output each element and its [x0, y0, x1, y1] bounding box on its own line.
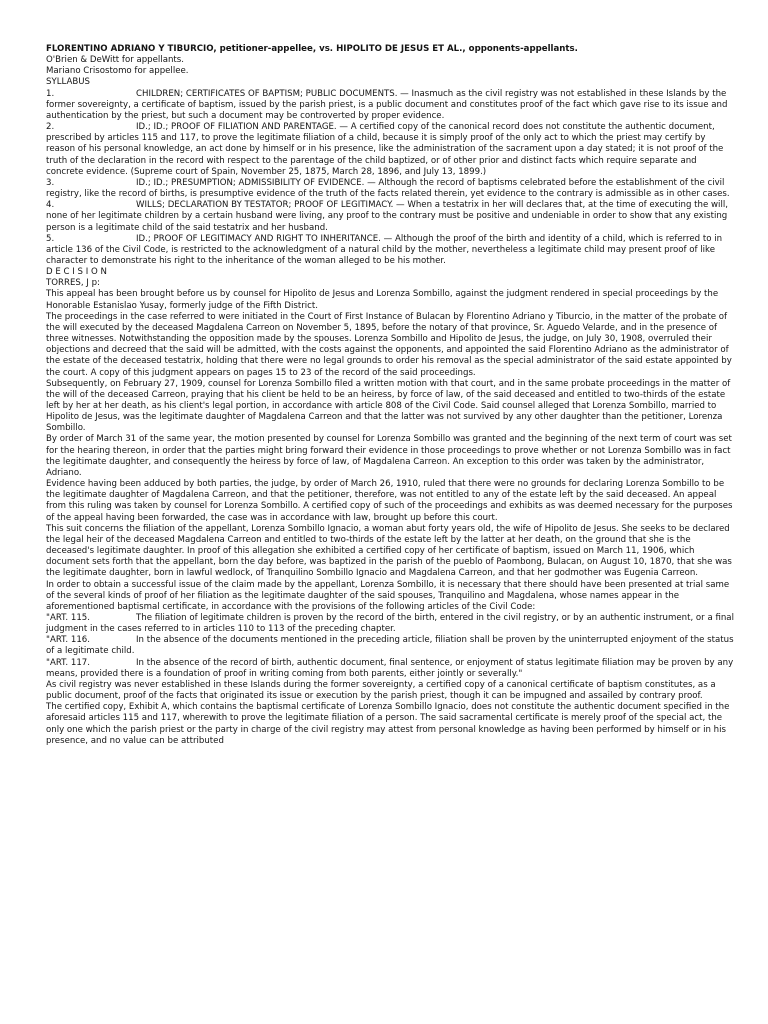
syllabus-item	[46, 122, 736, 178]
body-paragraph: This appeal has been brought before us by counsel for Hipolito de Jesus and Lorenza Sombillo, against the judgment rendered in special proceedings by the Honorable Estanislao Yusay, formerly judge of the Fifth District.	[46, 289, 719, 311]
case-title: FLORENTINO ADRIANO Y TIBURCIO, petitioner-appellee, vs. HIPOLITO DE JESUS ET AL., opponents-appellants.	[46, 44, 578, 54]
article-text: In the absence of the record of birth, authentic document, final sentence, or enjoyment of status legitimate filiation may be proven by any means, provided there is a foundation of proof in writing coming from both parents, either jointly or severally."	[46, 657, 734, 679]
syllabus-text: CHILDREN; CERTIFICATES OF BAPTISM; PUBLIC DOCUMENTS. — Inasmuch as the civil registry was not established in these Islands by the former sovereignty, a certificate of baptism, issued by the parish priest, is a public document and constitutes proof of the fact which gave rise to its issue and authentication by the priest, but such a document may be controverted by proper evidence.	[46, 88, 728, 121]
syllabus-number: 1.	[46, 88, 55, 99]
syllabus-text: WILLS; DECLARATION BY TESTATOR; PROOF OF LEGITIMACY. — When a testatrix in her will declares that, at the time of executing the will, none of her legitimate children by a certain husband were living, any proof to the contrary must be positive and undeniable in order to show that any existing person is a legitimate child of the said testatrix and her husband.	[46, 200, 728, 233]
syllabus-number: 5.	[46, 233, 55, 244]
syllabus-item	[46, 89, 736, 122]
body-paragraph: In order to obtain a successful issue of the claim made by the appellant, Lorenza Sombillo, it is necessary that there should have been presented at trial same of the several kinds of proof of her filiation as the legitimate daughter of the said spouses, Tranquilino and Magdalena, whose names appear in the aforementioned baptismal certificate, in accordance with the provisions of the following articles of the Civil Code:	[46, 579, 730, 612]
syllabus-text: ID.; PROOF OF LEGITIMACY AND RIGHT TO INHERITANCE. — Although the proof of the birth and identity of a child, which is referred to in article 136 of the Civil Code, is restricted to the acknowledgment of a natural child by the mother, nevertheless a legitimate child may present proof of like character to demonstrate his right to the inheritance of the woman alleged to be his mother.	[46, 233, 723, 266]
author-line: TORRES, J p:	[46, 278, 100, 289]
syllabus-text: ID.; ID.; PRESUMPTION; ADMISSIBILITY OF EVIDENCE. — Although the record of baptisms celebrated before the establishment of the civil registry, like the record of births, is presumptive evidence of the truth of the facts related therein, yet evidence to the contrary is admissible as in other cases.	[46, 177, 730, 200]
syllabus-text: ID.; ID.; PROOF OF FILIATION AND PARENTAGE. — A certified copy of the canonical record does not constitute the authentic document, prescribed by articles 115 and 117, to prove the legitimate filiation of a child, because it is simply proof of the only act to which the priest may certify by reason of his personal knowledge, an act done by himself or in his presence, like the administration of the sacrament upon a day stated; it is not proof of the truth of the declaration in the record with respect to the parentage of the child baptized, or of other prior and distinct facts which require separate and concrete evidence. (Supreme court of Spain, November 25, 1875, March 28, 1896, and July 13, 1899.)	[46, 122, 724, 177]
article-label: "ART. 116.	[46, 635, 91, 646]
syllabus-item	[46, 234, 736, 267]
decision-heading: D E C I S I O N	[46, 267, 107, 278]
article-label: "ART. 117.	[46, 657, 91, 668]
body-paragraph: Subsequently, on February 27, 1909, counsel for Lorenza Sombillo filed a written motion with that court, and in the same probate proceedings in the matter of the will of the deceased Carreon, praying that his client be held to be an heiress, by force of law, of the said deceased and entitled to two-thirds of the estate left by her at her death, as his client's legal portion, in accordance with article 808 of the Civil Code. Said counsel alleged that Lorenza Sombillo, married to Hipolito de Jesus, was the legitimate daughter of Magdalena Carreon and that the latter was not survived by any other daughter than the petitioner, Lorenza Sombillo.	[46, 378, 731, 434]
article-label: "ART. 115.	[46, 612, 91, 623]
article-text: The filiation of legitimate children is proven by the record of the birth, entered in the civil registry, or by an authentic instrument, or a final judgment in the cases referred to in articles 110 to 113 of the preceding chapter.	[46, 612, 734, 635]
body-paragraph: By order of March 31 of the same year, the motion presented by counsel for Lorenza Sombillo was granted and the beginning of the next term of court was set for the hearing thereon, in order that the parties might bring forward their evidence in those proceedings to prove whether or not Lorenza Sombillo was in fact the legitimate daughter, and consequently the heiress by force of law, of Magdalena Carreon. An exception to this order was taken by the administrator, Adriano.	[46, 434, 732, 478]
syllabus-heading: SYLLABUS	[46, 77, 90, 88]
document-page	[46, 44, 736, 747]
counsel-appellee: Mariano Crisostomo for appellee.	[46, 66, 189, 77]
counsel-appellants: O'Brien & DeWitt for appellants.	[46, 55, 184, 66]
syllabus-item	[46, 178, 736, 200]
article-text: In the absence of the documents mentioned in the preceding article, filiation shall be proven by the uninterrupted enjoyment of the status of a legitimate child.	[46, 635, 734, 657]
syllabus-number: 4.	[46, 200, 55, 211]
body-paragraph: Evidence having been adduced by both parties, the judge, by order of March 26, 1910, ruled that there were no grounds for declaring Lorenza Sombillo to be the legitimate daughter of Magdalena Carreon, and that the petitioner, therefore, was not entitled to any of the estate left by the said deceased. An appeal from this ruling was taken by counsel for Lorenza Sombillo. A certified copy of such of the proceedings and exhibits as was deemed necessary for the purposes of the appeal having been forwarded, the case was in accordance with law, brought up before this court.	[46, 479, 733, 523]
body-paragraph: The proceedings in the case referred to were initiated in the Court of First Instance of Bulacan by Florentino Adriano y Tiburcio, in the matter of the probate of the will executed by the deceased Magdalena Carreon on November 5, 1895, before the notary of that province, Sr. Aguedo Velarde, and in the presence of three witnesses. Notwithstanding the opposition made by the spouses. Lorenza Sombillo and Hipolito de Jesus, the judge, on July 30, 1908, overruled their objections and decreed that the said will be admitted, with the costs against the opponents, and appointed the said Florentino Adriano as the administrator of the estate of the deceased testatrix, holding that there were no legal grounds to order his removal as the special administrator of the said estate appointed by the court. A copy of this judgment appears on pages 15 to 23 of the record of the said proceedings.	[46, 311, 732, 378]
syllabus-item	[46, 200, 736, 233]
body-paragraph: The certified copy, Exhibit A, which contains the baptismal certificate of Lorenza Sombillo Ignacio, does not constitute the authentic document specified in the aforesaid articles 115 and 117, wherewith to prove the legitimate filiation of a person. The said sacramental certificate is merely proof of the special act, the only one which the parish priest or the party in charge of the civil registry may attest from personal knowledge as having been performed by himself or in his presence, and no value can be attributed	[46, 702, 730, 746]
syllabus-number: 2.	[46, 122, 55, 133]
body-paragraph: This suit concerns the filiation of the appellant, Lorenza Sombillo Ignacio, a woman abut forty years old, the wife of Hipolito de Jesus. She seeks to be declared the legal heir of the deceased Magdalena Carreon and entitled to two-thirds of the estate left by the latter at her death, on the ground that she is the deceased's legitimate daughter. In proof of this allegation she exhibited a certified copy of her certificate of baptism, issued on March 11, 1906, which document sets forth that the appellant, born the day before, was baptized in the parish of the pueblo of Paombong, Bulacan, on August 10, 1870, that she was the legitimate daughter, born in lawful wedlock, of Tranquilino Sombillo Ignacio and Magdalena Carreon, and that her godmother was Eugenia Carreon.	[46, 523, 732, 579]
article-quote	[46, 613, 736, 635]
article-quote	[46, 635, 736, 657]
body-paragraph: As civil registry was never established in these Islands during the former sovereignty, a certified copy of a canonical certificate of baptism constitutes, as a public document, proof of the facts that originated its issue or execution by the parish priest, though it can be impugned and assailed by contrary proof.	[46, 679, 716, 702]
article-quote	[46, 658, 736, 680]
syllabus-number: 3.	[46, 177, 55, 188]
